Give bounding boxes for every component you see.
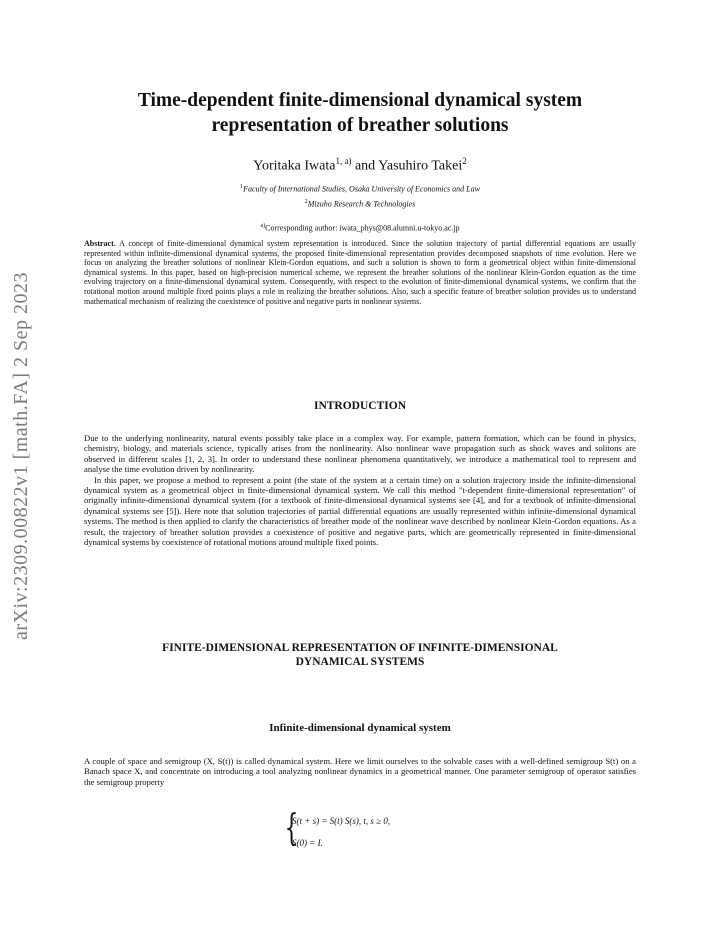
title-line-1: Time-dependent finite-dimensional dynamical system [137,90,583,111]
corresponding-author [60,223,660,233]
author-1-name: Yoritaka Iwata [253,158,336,174]
equation-line-2: S(0) = I. [292,838,323,848]
semigroup-equation [280,808,480,853]
corresponding-sup: a) [260,223,266,229]
author-2-sup: 2 [462,156,467,166]
abstract [84,239,636,306]
paper-title [60,88,660,138]
section-2-heading-line-1: FINITE-DIMENSIONAL REPRESENTATION OF INFINITE-DIMENSIONAL [162,642,558,654]
section-2-paragraph-1: A couple of space and semigroup (X, S(t)) is called dynamical system. Here we limit ourselves to the solvable cases with a well-defined semigroup S(t) on a Banach space X, and concentrate on introducing a tool analyzing nonlinear dynamics in a geometrical manner. One parameter semigroup of operator satisfies the semigroup property [84,756,636,787]
author-and: and [351,158,379,174]
section-2-body [84,756,636,787]
affiliation-2-text: Mizuho Research & Technologies [307,199,416,209]
intro-paragraph-2: In this paper, we propose a method to represent a point (the state of the system at a certain time) on a solution trajectory inside the infinite-dimensional dynamical system as a geometrical object in finite-dimensional dynamical system. We call this method "t-dependent finite-dimensional representation" of originally infinite-dimensional dynamical system (for a textbook of finite-dimensional dynamical systems see [4], and for a textbook of infinite-dimensional dynamical systems see [5]). Here note that solution trajectories of partial differential equations are usually represented within infinite-dimensional dynamical systems. The method is then applied to clarify the characteristics of breather mode of the nonlinear wave described by nonlinear Klein-Gordon equations. As a result, the trajectory of breather solution provides a coexistence of positive and negative parts, which are geometrically represented in finite-dimensional dynamical systems by coexistence of rotational motions around multiple fixed points. [84,474,636,548]
intro-heading: INTRODUCTION [313,400,406,412]
subsection-heading: Infinite-dimensional dynamical system [269,722,451,734]
abstract-label: Abstract. [84,239,116,248]
equation-line-1: S(t + s) = S(t) S(s), t, s ≥ 0, [292,816,391,826]
corresponding-text: Corresponding author: iwata_phys@08.alumni.u-tokyo.ac.jp [265,223,460,233]
section-2-heading [84,641,636,669]
affiliation-1-sup: 1 [240,184,244,190]
affiliation-1-text: Faculty of International Studies, Osaka University of Economics and Law [243,184,480,194]
arxiv-stamp: arXiv:2309.00822v1 [math.FA] 2 Sep 2023 [10,272,32,640]
author-2-name: Yasuhiro Takei [378,158,463,174]
affiliation-1 [60,184,660,194]
intro-paragraph-1: Due to the underlying nonlinearity, natural events possibly take place in a complex way. For example, pattern formation, which can be found in physics, chemistry, biology, and materials science, typically arises from the nonlinearity. Also nonlinear wave propagation such as shock waves and solitons are observed in different scales [1, 2, 3]. In order to understand these nonlinear phenomena quantitatively, we introduce a mathematical tool to represent and analyse the time evolution driven by nonlinearity. [84,433,636,475]
affiliation-2-sup: 2 [304,199,308,205]
title-line-2: representation of breather solutions [211,115,509,136]
author-list [60,156,660,175]
affiliation-2 [60,199,660,209]
intro-body [84,433,636,547]
author-1-sup: 1, a) [335,156,352,166]
abstract-text: A concept of finite-dimensional dynamical system representation is introduced. Since the solution trajectory of partial differential equations are usually represented within infinite-dimensional dynamical systems, the proposed finite-dimensional representation provides decomposed snapshots of time evolution. Here we focus on analyzing the breather solutions of nonlinear Klein-Gordon equations, and such a solution is shown to form a geometrical object within finite-dimensional dynamical systems. In this paper, based on high-precision numerical scheme, we represent the breather solutions of the nonlinear Klein-Gordon equation as the time evolving trajectory on a finite-dimensional dynamical system. Consequently, with respect to the evolution of finite-dimensional dynamical systems, we confirm that the rotational motion around multiple fixed points plays a role in realizing the breather solutions. Also, such a specific feature of breather solution provides us to understand mathematical mechanism of realizing the coexistence of positive and negative parts in nonlinear systems. [84,239,636,306]
equation-brace: { [284,808,299,849]
section-2-heading-line-2: DYNAMICAL SYSTEMS [295,656,425,668]
